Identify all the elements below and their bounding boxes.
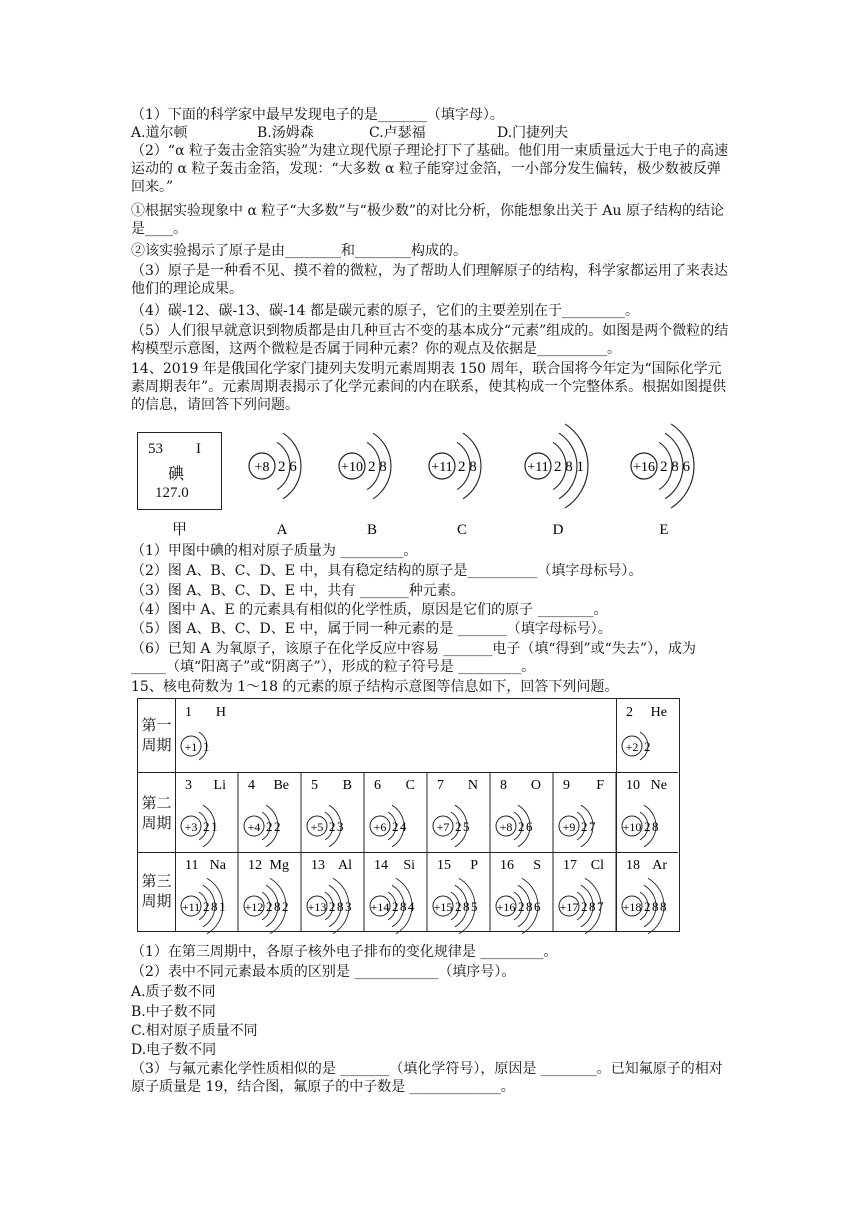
cell-shell-count: 8 — [589, 899, 596, 914]
cell-nucleus-charge: +5 — [310, 820, 324, 834]
cell-shell-count: 2 — [455, 899, 462, 914]
q14-3: （3）图 A、B、C、D、E 中，共有 _______种元素。 — [131, 583, 465, 599]
cell-shell-count: 5 — [463, 819, 470, 834]
element-cell-o — [496, 778, 541, 847]
atomic-number: 53 — [148, 441, 163, 457]
cell-shell-count: 2 — [518, 899, 525, 914]
cell-shell-count: 4 — [400, 819, 407, 834]
atom-label: B — [366, 522, 378, 538]
q15-stem: 15、核电荷数为 1～18 的元素的原子结构示意图等信息如下，回答下列问题。 — [131, 679, 619, 695]
cell-nucleus-charge: +11 — [181, 900, 201, 914]
cell-element-symbol: P — [470, 858, 478, 873]
cell-atomic-number: 15 — [437, 858, 451, 873]
q13-2: （2）“α 粒子轰击金箔实验”为建立现代原子理论打下了基础。他们用一束质量远大于电子的高速运动的 α 粒子轰击金箔，发现：“大多数 α 粒子能穿过金箔，一小部分发生偏转，极少数被反弹回来。” — [131, 143, 729, 195]
cell-shell-count: 8 — [400, 899, 407, 914]
q15-option-d: D.电子数不同 — [131, 1042, 217, 1058]
element-cell-mg — [244, 858, 289, 934]
cell-shell-count: 2 — [644, 819, 651, 834]
cell-nucleus-charge: +14 — [370, 900, 390, 914]
cell-shell-count: 2 — [392, 899, 399, 914]
cell-shell-count: 6 — [526, 819, 533, 834]
atom-diagram-c — [429, 433, 481, 538]
cell-shell-count: 5 — [471, 899, 478, 914]
element-cell-h — [181, 705, 226, 760]
shell-electrons: 2 8 — [458, 459, 477, 475]
cell-shell-count: 2 — [392, 819, 399, 834]
cell-element-symbol: Si — [403, 858, 415, 873]
shell-electrons: 2 8 1 — [554, 459, 584, 475]
cell-element-symbol: O — [530, 778, 541, 793]
cell-nucleus-charge: +17 — [559, 900, 579, 914]
element-cell-he — [622, 705, 667, 760]
shell-electrons: 2 8 — [368, 459, 387, 475]
cell-shell-count: 2 — [455, 819, 462, 834]
element-cell-c — [370, 778, 415, 847]
q13-1: （1）下面的科学家中最早发现电子的是_______（填字母）。 — [131, 107, 504, 123]
cell-shell-count: 2 — [518, 819, 525, 834]
q15-option-a: A.质子数不同 — [131, 984, 216, 1000]
cell-shell-count: 2 — [266, 819, 273, 834]
atomic-mass: 127.0 — [155, 485, 189, 501]
cell-element-symbol: B — [342, 778, 352, 793]
element-cell-al — [307, 858, 352, 934]
cell-shell-count: 8 — [652, 899, 659, 914]
atom-label: E — [659, 522, 669, 538]
cell-atomic-number: 8 — [500, 778, 507, 793]
element-cell-li — [181, 778, 226, 847]
cell-nucleus-charge: +16 — [496, 900, 516, 914]
cell-shell-count: 2 — [203, 819, 210, 834]
cell-shell-count: 1 — [211, 819, 218, 834]
q15-1: （1）在第三周期中，各原子核外电子排布的变化规律是 _________。 — [131, 944, 558, 960]
atom-label: D — [552, 522, 564, 538]
cell-nucleus-charge: +3 — [184, 820, 198, 834]
element-cell-p — [433, 858, 478, 934]
cell-atomic-number: 17 — [563, 858, 577, 873]
shell-electrons: 2 6 — [278, 459, 297, 475]
cell-shell-count: 8 — [337, 899, 344, 914]
element-symbol: I — [196, 441, 201, 457]
cell-shell-count: 8 — [274, 899, 281, 914]
cell-nucleus-charge: +9 — [562, 820, 576, 834]
cell-atomic-number: 1 — [185, 705, 192, 720]
cell-atomic-number: 10 — [626, 778, 640, 793]
cell-atomic-number: 7 — [437, 778, 444, 793]
option-b: B.汤姆森 — [257, 125, 314, 141]
atom-diagram-e — [631, 424, 694, 538]
q14-5: （5）图 A、B、C、D、E 中，属于同一种元素的是 _______（填字母标号）。 — [131, 621, 612, 637]
element-name: 碘 — [168, 466, 185, 483]
cell-shell-count: 3 — [337, 819, 344, 834]
cell-element-symbol: Be — [273, 778, 289, 793]
cell-shell-count: 8 — [211, 899, 218, 914]
periodic-table — [137, 698, 680, 932]
cell-shell-count: 8 — [652, 819, 659, 834]
cell-element-symbol: Ne — [650, 778, 667, 793]
cell-element-symbol: Ar — [652, 858, 667, 873]
cell-element-symbol: N — [467, 778, 478, 793]
atom-diagram-b — [339, 433, 391, 538]
cell-nucleus-charge: +12 — [244, 900, 264, 914]
q15-3: （3）与氟元素化学性质相似的是 _______（填化学符号），原因是 ________。已知氟原子的相对原子质量是 19，结合图，氟原子的中子数是 _____________。 — [131, 1061, 723, 1095]
option-c: C.卢瑟福 — [369, 125, 426, 141]
cell-shell-count: 2 — [644, 899, 651, 914]
q13-4: （4）碳-12、碳-13、碳-14 都是碳元素的原子，它们的主要差别在于_________。 — [131, 303, 639, 319]
nucleus-charge: +11 — [527, 460, 549, 475]
cell-shell-count: 2 — [282, 899, 289, 914]
q14-4: （4）图中 A、E 的元素具有相似的化学性质，原因是它们的原子 ________。 — [131, 602, 608, 618]
q15-option-b: B.中子数不同 — [131, 1004, 216, 1020]
cell-shell-count: 1 — [203, 739, 210, 754]
cell-nucleus-charge: +4 — [247, 820, 261, 834]
option-a: A.道尔顿 — [131, 125, 188, 141]
cell-atomic-number: 9 — [563, 778, 570, 793]
atom-diagram-d — [525, 424, 588, 538]
nucleus-charge: +11 — [431, 460, 453, 475]
cell-atomic-number: 5 — [311, 778, 318, 793]
figure-label-jia: 甲 — [172, 522, 188, 538]
q14-stem: 14、2019 年是俄国化学家门捷列夫发明元素周期表 150 周年，联合国将今年定为“国际化学元素周期表年”。元素周期表揭示了化学元素间的内在联系，使其构成一个完整体系。根据如图提供的信息，请回答下列问题。 — [131, 361, 727, 413]
cell-element-symbol: Li — [213, 778, 226, 793]
cell-atomic-number: 18 — [626, 858, 640, 873]
element-cell-ar — [622, 858, 667, 934]
cell-element-symbol: H — [215, 705, 226, 720]
q13-5: （5）人们很早就意识到物质都是由几种亘古不变的基本成分“元素”组成的。如图是两个微粒的结构模型示意图，这两个微粒是否属于同种元素？你的观点及依据是__________。 — [131, 323, 729, 357]
cell-shell-count: 2 — [644, 739, 651, 754]
cell-shell-count: 2 — [329, 819, 336, 834]
element-cell-si — [370, 858, 415, 934]
cell-atomic-number: 12 — [248, 858, 262, 873]
cell-shell-count: 2 — [274, 819, 281, 834]
cell-shell-count: 2 — [266, 899, 273, 914]
cell-atomic-number: 13 — [311, 858, 325, 873]
nucleus-charge: +8 — [254, 460, 270, 475]
cell-element-symbol: He — [650, 705, 667, 720]
cell-atomic-number: 4 — [248, 778, 255, 793]
cell-element-symbol: Na — [209, 858, 226, 873]
option-d: D.门捷列夫 — [497, 125, 569, 141]
q15-option-c: C.相对原子质量不同 — [131, 1023, 258, 1039]
cell-nucleus-charge: +18 — [622, 900, 642, 914]
cell-nucleus-charge: +6 — [373, 820, 387, 834]
q13-2-part2: ②该实验揭示了原子是由________和________构成的。 — [131, 243, 467, 259]
cell-shell-count: 2 — [329, 899, 336, 914]
cell-element-symbol: F — [596, 778, 604, 793]
atom-diagrams-a-e — [0, 0, 860, 560]
element-cell-be — [244, 778, 289, 847]
element-cell-f — [559, 778, 604, 847]
cell-atomic-number: 16 — [500, 858, 514, 873]
q15-2: （2）表中不同元素最本质的区别是 ____________（填序号）。 — [131, 964, 516, 980]
cell-shell-count: 6 — [534, 899, 541, 914]
nucleus-charge: +10 — [341, 460, 363, 475]
q14-6: （6）已知 A 为氧原子，该原子在化学反应中容易 _______电子（填“得到”或“失去”），成为 _____（填“阳离子”或“阴离子”），形成的粒子符号是 _________。 — [131, 641, 696, 675]
cell-shell-count: 8 — [660, 899, 667, 914]
cell-element-symbol: C — [405, 778, 415, 793]
cell-nucleus-charge: +13 — [307, 900, 327, 914]
element-cell-n — [433, 778, 478, 847]
q13-2-part1: ①根据实验现象中 α 粒子“大多数”与“极少数”的对比分析，你能想象出关于 Au 原子结构的结论是____。 — [131, 203, 725, 237]
shell-electrons: 2 8 6 — [660, 459, 690, 475]
cell-shell-count: 2 — [203, 899, 210, 914]
element-cell-ne — [622, 778, 667, 847]
cell-atomic-number: 11 — [185, 858, 199, 873]
cell-shell-count: 1 — [219, 899, 226, 914]
q14-2: （2）图 A、B、C、D、E 中，具有稳定结构的原子是__________（填字母标号）。 — [131, 563, 643, 579]
element-cell-cl — [559, 858, 604, 934]
cell-nucleus-charge: +2 — [625, 740, 639, 754]
cell-atomic-number: 2 — [626, 705, 633, 720]
element-cell-na — [181, 858, 227, 934]
cell-nucleus-charge: +1 — [184, 740, 198, 754]
cell-atomic-number: 3 — [185, 778, 192, 793]
atom-label: A — [276, 522, 288, 538]
cell-atomic-number: 14 — [374, 858, 388, 873]
period-1-label: 第一周期 — [141, 716, 172, 754]
nucleus-charge: +16 — [633, 460, 655, 475]
cell-nucleus-charge: +8 — [499, 820, 513, 834]
period-2-label: 第二周期 — [141, 794, 172, 832]
cell-shell-count: 7 — [589, 819, 596, 834]
cell-shell-count: 8 — [463, 899, 470, 914]
cell-shell-count: 2 — [581, 819, 588, 834]
cell-element-symbol: Mg — [269, 858, 289, 873]
cell-nucleus-charge: +15 — [433, 900, 453, 914]
element-cell-s — [496, 858, 541, 934]
cell-element-symbol: S — [533, 858, 541, 873]
cell-shell-count: 3 — [345, 899, 352, 914]
cell-nucleus-charge: +7 — [436, 820, 450, 834]
cell-atomic-number: 6 — [374, 778, 381, 793]
q13-3: （3）原子是一种看不见、摸不着的微粒，为了帮助人们理解原子的结构，科学家都运用了来表达他们的理论成果。 — [131, 263, 728, 297]
cell-shell-count: 8 — [526, 899, 533, 914]
atom-diagram-a — [249, 433, 301, 538]
cell-element-symbol: Al — [338, 858, 352, 873]
element-cell-b — [307, 778, 352, 847]
cell-shell-count: 7 — [597, 899, 604, 914]
cell-shell-count: 4 — [408, 899, 415, 914]
cell-element-symbol: Cl — [590, 858, 604, 873]
q14-1: （1）甲图中碘的相对原子质量为 _________。 — [131, 543, 418, 559]
cell-nucleus-charge: +10 — [622, 820, 642, 834]
period-table-atoms — [138, 699, 681, 933]
atom-label: C — [456, 522, 468, 538]
cell-shell-count: 2 — [581, 899, 588, 914]
period-3-label: 第三周期 — [141, 872, 172, 910]
